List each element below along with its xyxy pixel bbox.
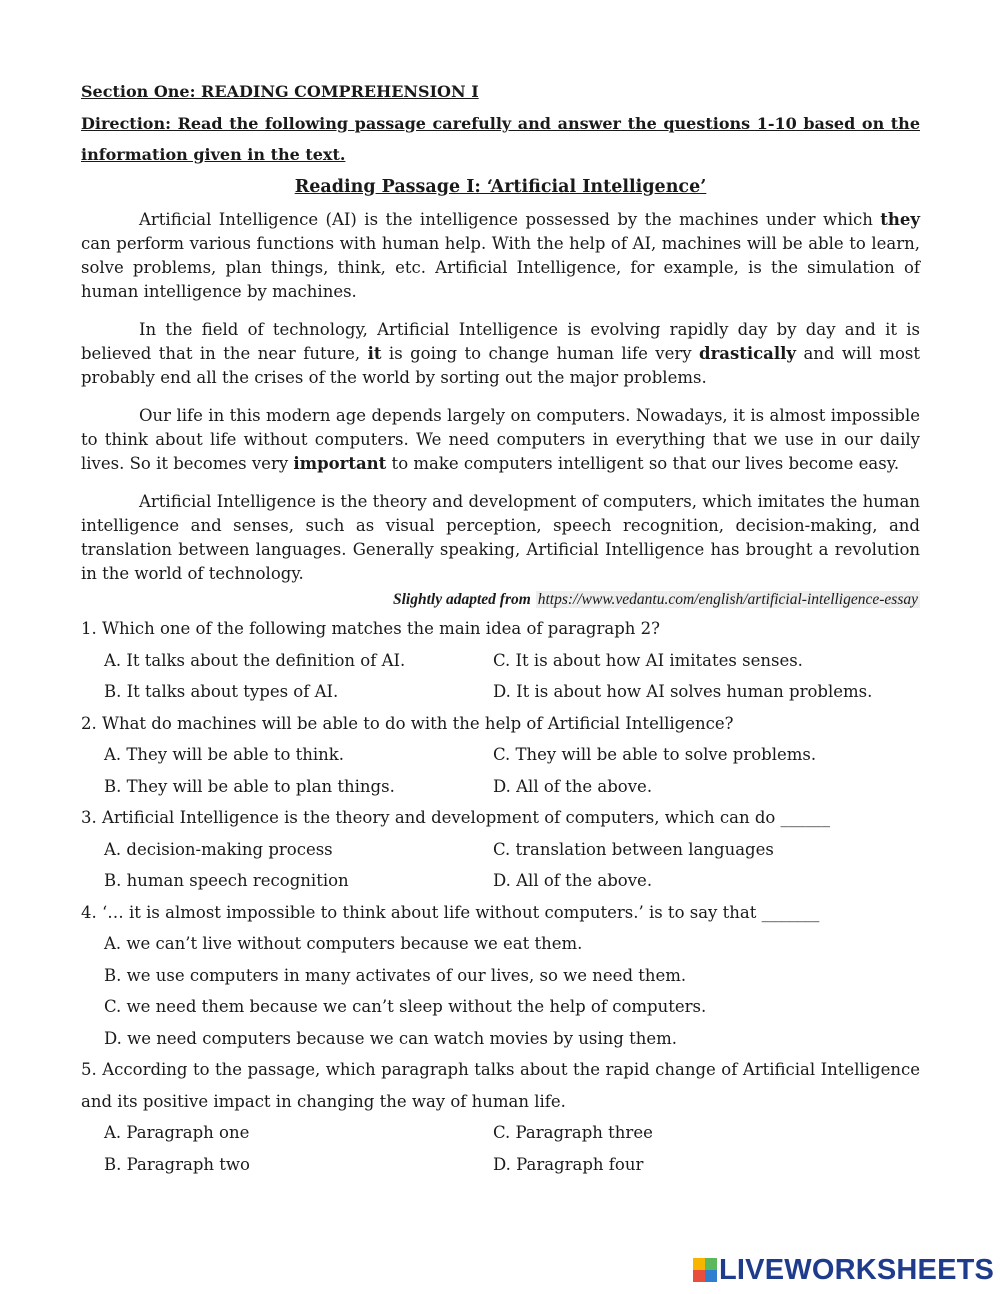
option-2d[interactable]: D. All of the above. <box>493 776 653 796</box>
option-2a[interactable]: A. They will be able to think. <box>104 745 345 764</box>
option-4a[interactable]: A. we can’t live without computers because we eat them. <box>104 934 583 953</box>
option-4b[interactable]: B. we use computers in many activates of our lives, so we need them. <box>104 965 687 985</box>
question-4: 4. ‘… it is almost impossible to think about life without computers.’ is to say that _______ <box>81 902 820 922</box>
bold-word: important <box>293 454 387 473</box>
direction-text: Direction: Read the following passage carefully and answer the questions 1-10 based on the information given in the text. <box>81 114 920 164</box>
options-4 <box>104 928 920 1054</box>
source-label: Slightly adapted from <box>393 591 531 608</box>
paragraph-4: Artificial Intelligence is the theory and development of computers, which imitates the human intelligence and senses, such as visual perception, speech recognition, decision-making, and translation between languages. Generally speaking, Artificial Intelligence has brought a revolution in the world of technology. <box>81 492 920 583</box>
question-1: 1. Which one of the following matches the main idea of paragraph 2? <box>81 619 660 638</box>
paragraph-3: Our life in this modern age depends largely on computers. Nowadays, it is almost impossible to think about life without computers. We need computers in everything that we use in our daily lives. So it becomes very important to make computers intelligent so that our lives become easy. <box>81 406 920 473</box>
option-5d[interactable]: D. Paragraph four <box>493 1154 644 1174</box>
option-3d[interactable]: D. All of the above. <box>493 871 653 890</box>
option-1d[interactable]: D. It is about how AI solves human problems. <box>493 682 873 701</box>
option-5a[interactable]: A. Paragraph one <box>104 1123 250 1142</box>
bold-word: they <box>880 210 920 229</box>
option-5b[interactable]: B. Paragraph two <box>104 1154 250 1174</box>
options-1 <box>104 645 920 708</box>
liveworksheets-logo <box>693 1254 994 1286</box>
bold-word: drastically <box>699 344 796 363</box>
option-1a[interactable]: A. It talks about the definition of AI. <box>104 650 406 670</box>
paragraph-1: Artificial Intelligence (AI) is the intelligence possessed by the machines under which they can perform various functions with human help. With the help of AI, machines will be able to learn, solve problems, plan things, think, etc. Artificial Intelligence, for example, is the simulation of human intelligence by machines. <box>81 210 920 301</box>
bold-word: it <box>367 344 382 363</box>
worksheet-page <box>81 80 920 1180</box>
option-5c[interactable]: C. Paragraph three <box>493 1123 653 1142</box>
option-1c[interactable]: C. It is about how AI imitates senses. <box>493 650 803 670</box>
option-2b[interactable]: B. They will be able to plan things. <box>104 776 395 796</box>
options-3 <box>104 834 920 897</box>
logo-text: LIVEWORKSHEETS <box>719 1254 995 1286</box>
option-4d[interactable]: D. we need computers because we can watch movies by using them. <box>104 1028 678 1048</box>
question-3: 3. Artificial Intelligence is the theory and development of computers, which can do ______ <box>81 808 831 827</box>
option-3a[interactable]: A. decision-making process <box>104 839 333 859</box>
options-5 <box>104 1117 920 1180</box>
option-2c[interactable]: C. They will be able to solve problems. <box>493 745 817 764</box>
source-citation <box>81 588 920 611</box>
source-url: https://www.vedantu.com/english/artificial-intelligence-essay <box>537 591 918 608</box>
section-title: Section One: READING COMPREHENSION I <box>81 82 479 101</box>
options-2 <box>104 739 920 802</box>
option-1b[interactable]: B. It talks about types of AI. <box>104 682 339 701</box>
liveworksheets-logo-icon <box>693 1258 717 1282</box>
option-4c[interactable]: C. we need them because we can’t sleep without the help of computers. <box>104 997 707 1016</box>
option-3c[interactable]: C. translation between languages <box>493 839 774 859</box>
option-3b[interactable]: B. human speech recognition <box>104 871 349 890</box>
question-5: 5. According to the passage, which paragraph talks about the rapid change of Artificial Intelligence and its positive impact in changing the way of human life. <box>81 1060 920 1111</box>
passage-title: Reading Passage I: ‘Artificial Intelligence’ <box>294 177 707 197</box>
paragraph-2: In the field of technology, Artificial Intelligence is evolving rapidly day by day and it is believed that in the near future, it is going to change human life very drastically and will most probably end all the crises of the world by sorting out the major problems. <box>81 320 920 387</box>
question-2: 2. What do machines will be able to do with the help of Artificial Intelligence? <box>81 713 734 733</box>
